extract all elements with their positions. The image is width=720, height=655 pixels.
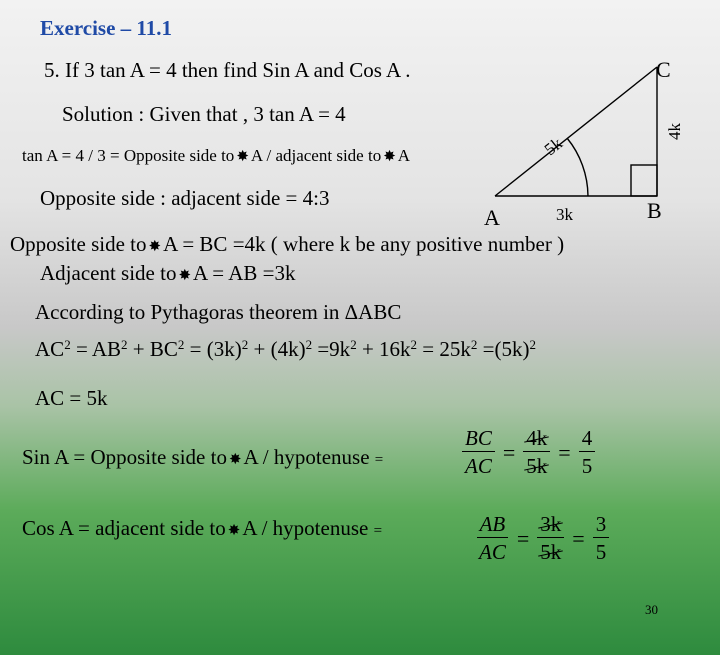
numerator (537, 511, 564, 538)
equals-sign: = (558, 439, 571, 465)
fraction (537, 511, 564, 566)
fraction (476, 511, 509, 566)
eq-part: + 16k (356, 337, 411, 361)
opposite-line-part-b: A = BC =4k ( where k be any positive number ) (163, 232, 565, 256)
numerator: 3 (593, 511, 610, 538)
eq-sup: 2 (121, 337, 128, 352)
tan-line-part-c: A (397, 146, 411, 165)
eq-part: = 25k (417, 337, 471, 361)
cancelled-term: 3k (540, 512, 562, 536)
denominator (523, 452, 550, 480)
solution-given: Solution : Given that , 3 tan A = 4 (62, 102, 346, 126)
sin-line (22, 445, 383, 470)
ratio-line: Opposite side : adjacent side = 4:3 (40, 186, 330, 210)
star-asterisk-icon: ✸ (227, 521, 241, 539)
equals-sign: = (516, 525, 530, 551)
pythagoras-line: According to Pythagoras theorem in ΔABC (35, 300, 402, 324)
side-ac (495, 67, 657, 196)
eq-sup: 2 (470, 337, 478, 352)
eq-part: AC (35, 337, 65, 361)
page-number: 30 (645, 602, 658, 617)
opposite-line (10, 232, 564, 257)
eq-part: = AB (70, 337, 122, 361)
star-asterisk-icon: ✸ (383, 147, 396, 165)
eq-part: =(5k) (477, 337, 530, 361)
eq-sup: 2 (177, 337, 185, 352)
tan-line (22, 146, 410, 166)
cancelled-term: 4k (526, 426, 548, 450)
exercise-title: Exercise – 11.1 (40, 16, 173, 40)
adjacent-line-part-a: Adjacent side to (40, 261, 177, 285)
star-asterisk-icon: ✸ (148, 237, 162, 255)
right-angle-marker (631, 165, 657, 196)
fraction (462, 425, 495, 480)
numerator (523, 425, 550, 452)
eq-part: =9k (312, 337, 351, 361)
star-asterisk-icon: ✸ (228, 450, 242, 468)
denominator: 5 (581, 454, 593, 478)
numerator: AB (477, 511, 509, 538)
opposite-line-part-a: Opposite side to (10, 232, 147, 256)
eq-sup: 2 (529, 337, 536, 352)
eq-part: + BC (127, 337, 178, 361)
ac-line: AC = 5k (35, 386, 108, 410)
fraction (523, 425, 550, 480)
equals-sign: = (572, 525, 585, 551)
cos-fraction (472, 511, 613, 566)
fraction (579, 425, 596, 480)
cos-line (22, 516, 382, 541)
star-asterisk-icon: ✸ (236, 147, 249, 165)
denominator: AC (479, 540, 506, 564)
eq-sup: 2 (241, 337, 249, 352)
vertex-b-label: B (647, 198, 662, 223)
eq-sup: 2 (64, 337, 71, 352)
adjacent-line (40, 261, 296, 286)
eq-sup: 2 (350, 337, 357, 352)
cos-line-part-a: Cos A = adjacent side to (22, 516, 226, 540)
eq-sup: 2 (410, 337, 418, 352)
numerator: 4 (579, 425, 596, 452)
angle-a-arc (567, 138, 588, 196)
denominator: 5 (595, 540, 607, 564)
question-text: 5. If 3 tan A = 4 then find Sin A and Cos A . (44, 58, 411, 82)
cancelled-term: 5k (526, 454, 548, 478)
star-asterisk-icon: ✸ (178, 266, 192, 284)
sin-line-part-b: A / hypotenuse (243, 445, 370, 469)
eq-part: = (3k) (184, 337, 242, 361)
tan-line-part-b: A / adjacent side to (250, 146, 382, 165)
side-bc-label: 4k (665, 123, 684, 140)
vertex-c-label: C (656, 57, 671, 82)
eq-part: + (4k) (248, 337, 306, 361)
side-ac-label: 5k (540, 133, 566, 160)
cancelled-term: 5k (540, 540, 562, 564)
eq-sup: 2 (305, 337, 313, 352)
tan-line-part-a: tan A = 4 / 3 = Opposite side to (22, 146, 235, 165)
sin-line-part-a: Sin A = Opposite side to (22, 445, 227, 469)
side-ab-label: 3k (556, 205, 573, 224)
equals-sign: = (502, 439, 516, 465)
adjacent-line-part-b: A = AB =3k (193, 261, 296, 285)
denominator (537, 538, 564, 566)
pythagoras-equation (35, 337, 536, 362)
fraction (593, 511, 610, 566)
cos-equals: = (373, 523, 383, 539)
numerator: BC (462, 425, 495, 452)
sin-equals: = (374, 452, 384, 468)
sin-fraction (458, 425, 599, 480)
denominator: AC (465, 454, 492, 478)
right-triangle-diagram (470, 54, 685, 232)
cos-line-part-b: A / hypotenuse (242, 516, 369, 540)
vertex-a-label: A (484, 205, 500, 230)
